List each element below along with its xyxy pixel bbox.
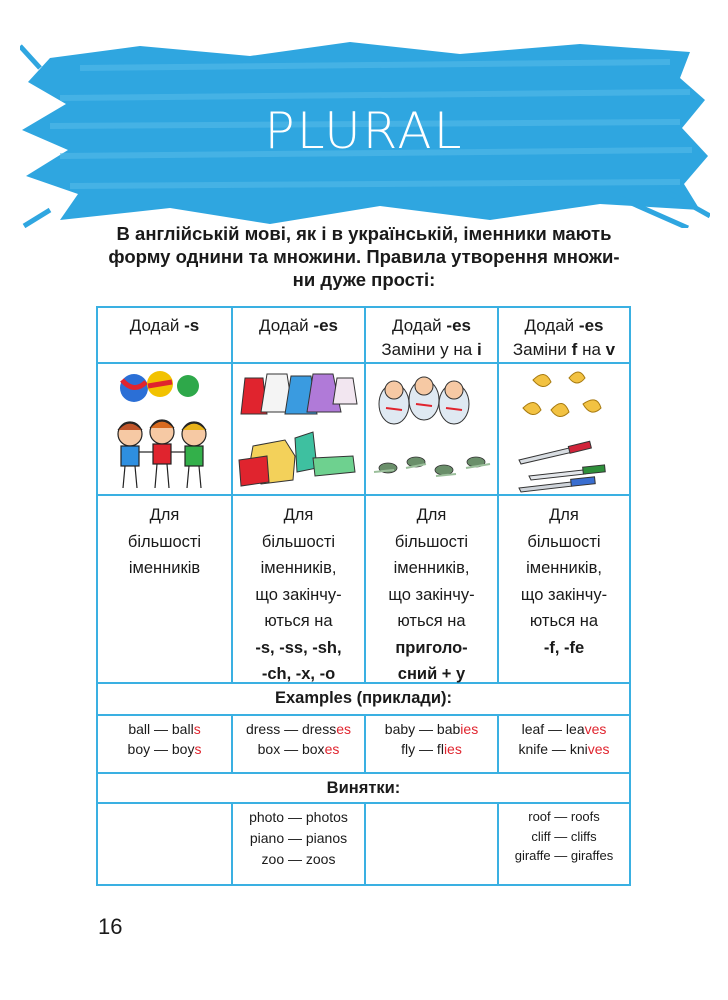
plural-rules-table [96,306,631,886]
rule-header-f-to-v: Додай -es Заміни f на v [512,316,616,359]
page-number: 16 [98,914,123,939]
intro-text [80,222,648,291]
exception-item: roof — roofs [528,809,600,824]
rule-description-f-to-v: Для більшості іменників, що закінчу- ються на -f, -fe [520,506,608,657]
example-item: dress — dresses [245,721,352,737]
examples-ies [366,716,497,759]
example-item: fly — flies [401,741,462,757]
examples-s [98,716,231,759]
page-title: PLURAL [264,102,464,160]
rule-header-y-to-i: Додай -es Заміни у на і [381,316,482,359]
balls-boys-illustration [98,364,231,494]
examples-heading: Examples (приклади): [274,689,453,707]
rule-header-s: Додай -s [129,316,200,335]
exception-item: giraffe — giraffes [514,848,614,863]
example-item: baby — babies [384,721,479,737]
examples-es [233,716,364,759]
example-item: knife — knives [518,741,610,757]
example-item: box — boxes [257,741,340,757]
rule-description-es: Для більшості іменників, що закінчу- ються на -s, -ss, -sh, -ch, -x, -o [255,506,342,683]
rule-description-y-to-i: Для більшості іменників, що закінчу- ються на приголо- сний + у [388,506,475,683]
babies-flies-illustration [366,364,497,494]
exception-item: photo — photos [249,809,348,825]
exceptions-heading: Винятки: [326,779,401,797]
intro-line: В англійській мові, як і в українській, іменники мають [116,223,612,244]
exception-item: zoo — zoos [261,851,336,867]
exceptions-es [233,804,364,870]
example-item: leaf — leaves [521,721,607,737]
example-item: ball — balls [128,721,201,737]
dresses-boxes-illustration [233,364,364,494]
rule-description-s: Для більшості іменників [127,506,202,577]
intro-line: ни дуже прості: [292,269,436,290]
exceptions-ves [499,804,629,866]
example-item: boy — boys [127,741,202,757]
exception-item: cliff — cliffs [531,828,597,844]
intro-line: форму однини та множини. Правила утворення множи- [108,246,620,267]
examples-ves [499,716,629,759]
exception-item: piano — pianos [249,830,348,846]
rule-header-es: Додай -es [259,316,338,335]
leaves-knives-illustration [499,364,629,494]
